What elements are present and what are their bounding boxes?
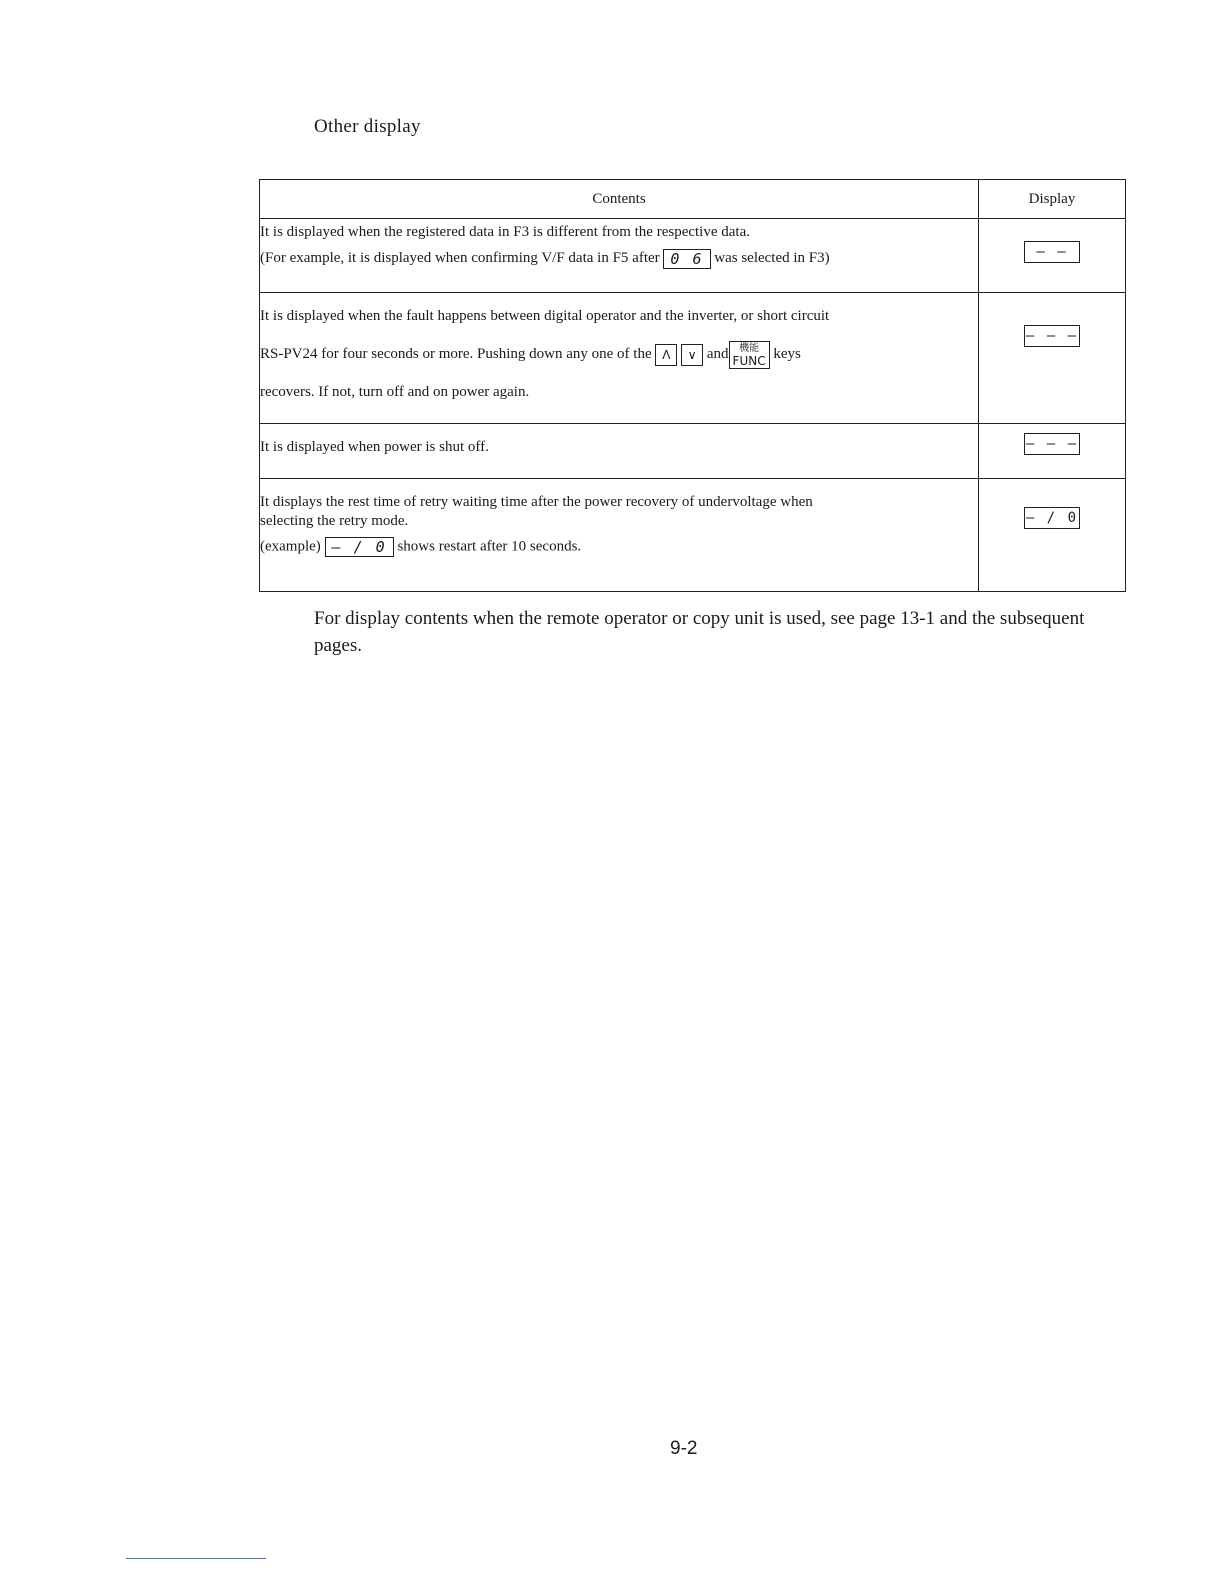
- row-text: It is displayed when the fault happens between digital operator and the inverter, or short circuit: [260, 308, 830, 324]
- segment-display-inline: – / 0: [325, 537, 394, 557]
- contents-cell: [260, 479, 979, 592]
- segment-display-inline: 0 6: [663, 249, 710, 269]
- bottom-rule: [126, 1558, 266, 1559]
- table-row: [260, 424, 1126, 479]
- table-header-row: [260, 180, 1126, 219]
- section-title: Other display: [314, 116, 421, 137]
- row-text-part: (example): [260, 538, 321, 555]
- up-key-icon: Λ: [655, 344, 677, 366]
- row-text: It is displayed when power is shut off.: [260, 439, 489, 455]
- row-text-part: RS-PV24 for four seconds or more. Pushing down any one of the: [260, 346, 652, 362]
- down-key-icon: ∨: [681, 344, 703, 366]
- row-text-part: (For example, it is displayed when confirming V/F data in F5 after: [260, 250, 660, 266]
- row-text: It displays the rest time of retry waiting time after the power recovery of undervoltage when: [260, 494, 813, 510]
- row-text: [260, 537, 978, 557]
- display-cell: [979, 219, 1126, 293]
- table-row: [260, 219, 1126, 293]
- display-cell: [979, 293, 1126, 424]
- header-contents: Contents: [260, 180, 979, 219]
- contents-cell: [260, 293, 979, 424]
- contents-cell: [260, 424, 979, 479]
- header-display: Display: [979, 180, 1126, 219]
- row-text: [260, 335, 978, 373]
- table-row: [260, 293, 1126, 424]
- display-cell: [979, 479, 1126, 592]
- segment-display: – / 0: [1024, 507, 1080, 529]
- row-text-part: shows restart after 10 seconds.: [397, 538, 582, 555]
- row-text: selecting the retry mode.: [260, 513, 409, 529]
- func-key-icon: [729, 341, 770, 369]
- row-text-part: and: [706, 346, 729, 362]
- display-cell: [979, 424, 1126, 479]
- other-display-table: [259, 179, 1126, 592]
- table-row: [260, 479, 1126, 592]
- footnote: For display contents when the remote operator or copy unit is used, see page 13-1 and the subsequent pages.: [314, 608, 1085, 656]
- row-text-part: was selected in F3): [714, 250, 830, 266]
- segment-display: – – –: [1024, 433, 1080, 455]
- func-key-label: FUNC: [732, 353, 766, 368]
- segment-display: – – –: [1024, 325, 1080, 347]
- row-text-part: keys: [773, 346, 801, 362]
- page-number: 9-2: [670, 1438, 698, 1459]
- segment-display: – –: [1024, 241, 1080, 263]
- row-text: It is displayed when the registered data in F3 is different from the respective data.: [260, 224, 750, 240]
- contents-cell: [260, 219, 979, 293]
- row-text: recovers. If not, turn off and on power again.: [260, 384, 530, 400]
- func-key-kanji: 機能: [739, 342, 760, 354]
- row-text: [260, 245, 978, 271]
